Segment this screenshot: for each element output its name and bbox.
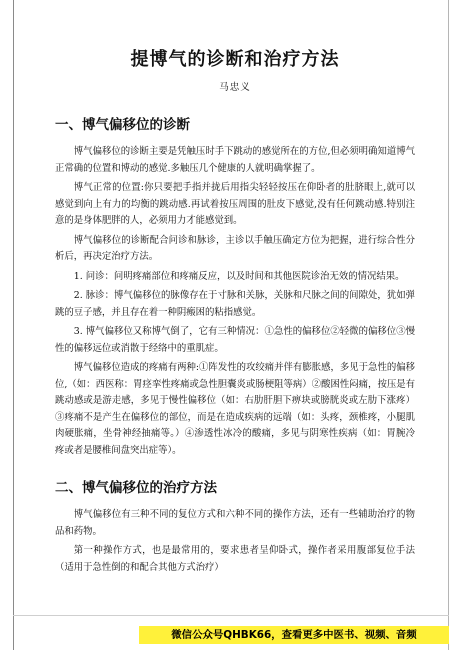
paragraph: 博气偏移位造成的疼痛有两种:①阵发性的攻绞痛并伴有膨胀感，多见于急性的偏移位,（如：西医称：胃痉挛性疼痛或急性胆囊炎或肠梗阻等病）②酸困性闷痛，按压是有跳动感或是游走感，多见于慢性偏移位（如：右肋肝胆下痹块或膀胱炎或左肋下涨疼）③疼痛不是产生在偏移位的部位，而是在造成疾病的远端（如：头疼，颈椎疼，小腿肌肉硬胀痛，坐骨神经抽痛等。）④渗透性冰冷的酸痛，多见与阴寒性疾病（如：胃腕冷疼或者是腰椎间盘突出症等）。	[55, 362, 415, 456]
wechat-promo-banner: 微信公众号QHBK66，查看更多中医书、视频、音频	[139, 626, 449, 644]
section-diagnosis-body	[55, 144, 415, 459]
paragraph: 博气偏移位的诊断主要是凭触压时手下跳动的感觉所在的方位,但必须明确知道博气正常确的位置和博动的感觉.多触压几个健康的人就明确掌握了。	[55, 146, 415, 174]
section-heading-diagnosis: 一、博气偏移位的诊断	[55, 117, 190, 133]
paragraph: 1. 问诊：问明疼痛部位和疼痛反应，以及时间和其他医院诊治无效的情况结果。	[73, 270, 405, 282]
paragraph: 博气正常的位置:你只要把手指并拢后用指尖轻轻按压在仰卧者的肚脐眼上,就可以感觉到向上有力的均衡的跳动感.再试着按压周围的肚皮下感觉,没有任何跳动感.特别注意的是身体肥胖的人，必须用力才能感觉到。	[55, 182, 415, 226]
section-heading-treatment: 二、博气偏移位的治疗方法	[55, 480, 217, 496]
section-treatment-body	[55, 507, 415, 576]
page-gutter	[0, 0, 13, 650]
paragraph: 博气偏移位有三种不同的复位方式和六种不同的操作方法，还有一些辅助治疗的物品和药物。	[55, 509, 415, 537]
page-bottom-divider	[13, 615, 449, 616]
paragraph: 2. 脉诊：博气偏移位的脉像存在于寸脉和关脉，关脉和尺脉之间的间隙处，犹如弹跳的豆子感，并且存在着一种阴瘢困的粘指感觉。	[55, 290, 415, 318]
paragraph: 3. 博气偏移位又称博气倒了，它有三种情况：①急性的偏移位②轻微的偏移位③慢性的偏移远位或消散于经络中的重肌症。	[55, 326, 415, 354]
document-author: 马忠义	[219, 82, 251, 93]
paragraph: 第一种操作方式，也是最常用的，要求患者呈仰卧式，操作者采用腹部复位手法（适用于急性倒的和配合其他方式治疗）	[55, 545, 415, 573]
document-title: 提博气的诊断和治疗方法	[130, 49, 340, 70]
document-body	[55, 48, 415, 579]
paragraph: 博气偏移位的诊断配合问诊和脉诊，主诊以手触压确定方位为把握，进行综合性分析后，再决定治疗方法。	[55, 234, 415, 262]
